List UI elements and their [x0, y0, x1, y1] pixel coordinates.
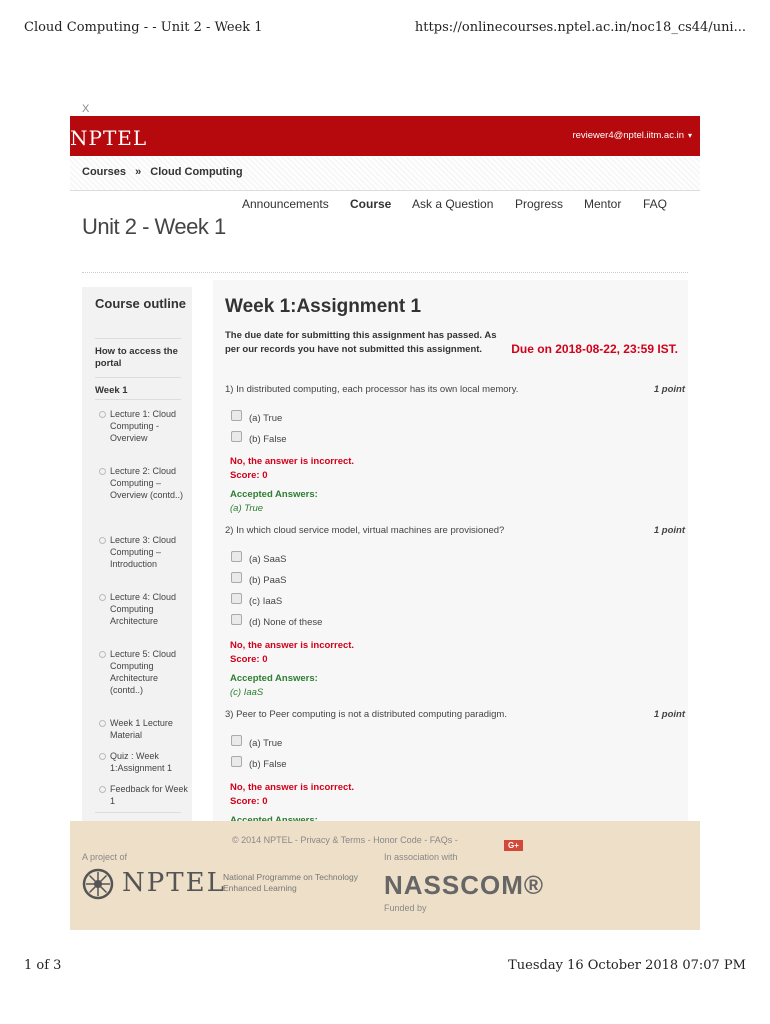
option-checkbox[interactable] — [242, 738, 282, 749]
lesson-label: Week 1 Lecture Material — [110, 718, 173, 740]
sidebar-item-how-to-access[interactable]: How to access the portal — [95, 346, 178, 369]
close-icon[interactable]: X — [82, 103, 90, 115]
score: Score: 0 — [230, 654, 268, 665]
divider — [95, 812, 181, 813]
print-url: https://onlinecourses.nptel.ac.in/noc18_cs44/uni... — [414, 20, 746, 35]
divider — [95, 399, 181, 400]
checkbox-icon[interactable] — [231, 756, 242, 767]
lesson-label: Lecture 2: Cloud Computing – Overview (contd..) — [110, 466, 184, 500]
accepted-answer: (a) True — [230, 503, 264, 514]
due-date: Due on 2018-08-22, 23:59 IST. — [511, 342, 678, 356]
option-checkbox[interactable] — [242, 554, 287, 565]
score: Score: 0 — [230, 796, 268, 807]
sidebar-lesson-3[interactable] — [99, 534, 189, 570]
lesson-label: Lecture 1: Cloud Computing - Overview — [110, 409, 177, 443]
option-label: (b) False — [249, 759, 287, 770]
page-title: Unit 2 - Week 1 — [82, 214, 226, 239]
nptel-tagline: National Programme on Technology Enhanced Learning — [223, 872, 358, 893]
lesson-label: Feedback for Week 1 — [110, 784, 188, 806]
result-message: No, the answer is incorrect. — [230, 456, 355, 467]
nav-course[interactable]: Course — [350, 197, 392, 211]
sidebar-lesson-6[interactable] — [99, 717, 189, 741]
lesson-label: Lecture 5: Cloud Computing Architecture (contd..) — [110, 649, 177, 695]
user-menu[interactable] — [572, 130, 692, 141]
print-page-number: 1 of 3 — [24, 958, 62, 973]
nav-ask-question[interactable]: Ask a Question — [412, 197, 494, 211]
site-footer — [70, 821, 700, 930]
print-footer — [24, 958, 746, 978]
association-label: In association with — [384, 852, 458, 862]
print-title: Cloud Computing - - Unit 2 - Week 1 — [24, 20, 263, 35]
lesson-label: Lecture 4: Cloud Computing Architecture — [110, 592, 177, 626]
option-label: (b) False — [249, 434, 287, 445]
question-points: 1 point — [653, 384, 685, 395]
option-checkbox[interactable] — [242, 575, 287, 586]
checkbox-icon[interactable] — [231, 735, 242, 746]
question-points: 1 point — [653, 709, 685, 720]
nasscom-logo: NASSCOM® — [384, 870, 545, 900]
checkbox-icon[interactable] — [231, 614, 242, 625]
option-label: (d) None of these — [249, 617, 323, 628]
accepted-answers-label: Accepted Answers: — [230, 489, 318, 500]
assignment-title: Week 1:Assignment 1 — [225, 296, 422, 317]
top-bar — [70, 116, 700, 156]
breadcrumb-cloud-computing[interactable]: Cloud Computing — [150, 166, 243, 178]
nptel-footer-logo: NPTEL — [122, 868, 226, 898]
option-label: (a) True — [249, 738, 283, 749]
checkbox-icon[interactable] — [231, 593, 242, 604]
user-email: reviewer4@nptel.iitm.ac.in — [572, 130, 684, 141]
question-text: 1) In distributed computing, each processor has its own local memory. — [225, 384, 519, 395]
project-of-label: A project of — [82, 852, 128, 862]
nav-faq[interactable]: FAQ — [643, 197, 668, 211]
option-checkbox[interactable] — [242, 617, 322, 628]
accepted-answers-label: Accepted Answers: — [230, 673, 318, 684]
divider — [82, 272, 688, 273]
lesson-label: Quiz : Week 1:Assignment 1 — [110, 751, 173, 773]
sidebar-lesson-7[interactable] — [99, 750, 189, 774]
print-header — [24, 20, 746, 40]
checkbox-icon[interactable] — [231, 431, 242, 442]
circle-icon — [99, 411, 106, 418]
circle-icon — [99, 468, 106, 475]
option-label: (a) True — [249, 413, 283, 424]
question-text: 3) Peer to Peer computing is not a distributed computing paradigm. — [225, 709, 507, 720]
sidebar-title: Course outline — [95, 296, 187, 311]
option-checkbox[interactable] — [242, 413, 282, 424]
nptel-seal-icon — [82, 868, 114, 900]
print-datetime: Tuesday 16 October 2018 07:07 PM — [508, 958, 746, 973]
sidebar-lesson-1[interactable] — [99, 408, 189, 444]
option-label: (b) PaaS — [249, 575, 287, 586]
circle-icon — [99, 720, 106, 727]
option-label: (c) IaaS — [249, 596, 283, 607]
accepted-answer: (c) IaaS — [230, 687, 264, 698]
option-checkbox[interactable] — [242, 759, 286, 770]
question-text: 2) In which cloud service model, virtual machines are provisioned? — [225, 525, 505, 536]
breadcrumb-separator: » — [135, 166, 142, 178]
option-checkbox[interactable] — [242, 596, 282, 607]
option-checkbox[interactable] — [242, 434, 286, 445]
lesson-label: Lecture 3: Cloud Computing – Introduction — [110, 535, 177, 569]
option-label: (a) SaaS — [249, 554, 287, 565]
result-message: No, the answer is incorrect. — [230, 782, 355, 793]
circle-icon — [99, 594, 106, 601]
nav-announcements[interactable]: Announcements — [242, 197, 329, 211]
breadcrumb — [70, 157, 700, 191]
sidebar-lesson-8[interactable] — [99, 783, 189, 807]
sidebar-lesson-4[interactable] — [99, 591, 189, 627]
checkbox-icon[interactable] — [231, 551, 242, 562]
result-message: No, the answer is incorrect. — [230, 640, 355, 651]
circle-icon — [99, 651, 106, 658]
course-outline-sidebar — [82, 287, 192, 821]
footer-links[interactable]: © 2014 NPTEL - Privacy & Terms - Honor Code - FAQs - — [232, 835, 458, 845]
nav-progress[interactable]: Progress — [515, 197, 564, 211]
sidebar-lesson-2[interactable] — [99, 465, 189, 501]
funded-by-label: Funded by — [384, 903, 427, 913]
divider — [95, 377, 181, 378]
sidebar-item-week-1[interactable]: Week 1 — [95, 385, 128, 396]
due-message: The due date for submitting this assignment has passed. As per our records you have not submitted this assignment. — [225, 330, 497, 355]
nptel-logo[interactable]: NPTEL — [70, 126, 148, 150]
score: Score: 0 — [230, 470, 268, 481]
checkbox-icon[interactable] — [231, 572, 242, 583]
circle-icon — [99, 786, 106, 793]
checkbox-icon[interactable] — [231, 410, 242, 421]
circle-icon — [99, 753, 106, 760]
nav-mentor[interactable]: Mentor — [584, 197, 622, 211]
breadcrumb-courses[interactable]: Courses — [82, 166, 127, 178]
question-points: 1 point — [653, 525, 685, 536]
google-plus-icon[interactable]: G+ — [504, 840, 523, 851]
sidebar-lesson-5[interactable] — [99, 648, 189, 696]
circle-icon — [99, 537, 106, 544]
assignment-panel — [213, 280, 688, 825]
chevron-down-icon: ▾ — [687, 131, 692, 140]
divider — [95, 338, 181, 339]
